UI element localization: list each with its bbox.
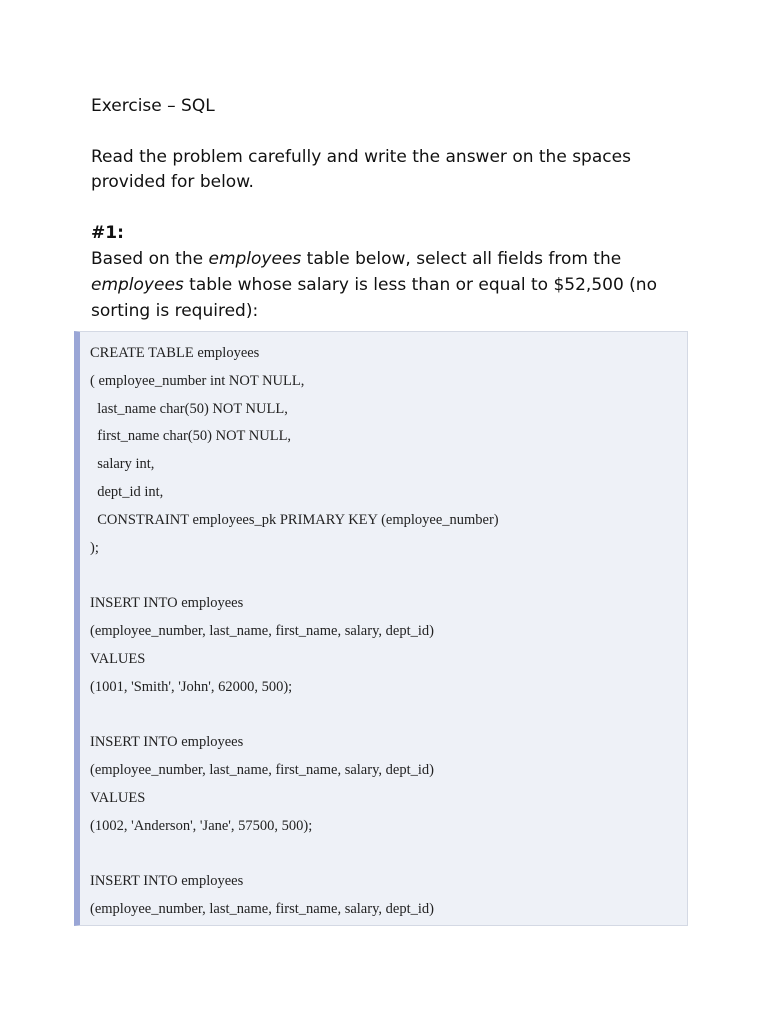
code-line: CONSTRAINT employees_pk PRIMARY KEY (employee_number) — [90, 511, 499, 528]
code-line: (employee_number, last_name, first_name, salary, dept_id) — [90, 900, 434, 917]
code-line — [90, 562, 677, 590]
code-line: INSERT INTO employees — [90, 873, 244, 890]
code-line: (1001, 'Smith', 'John', 62000, 500); — [90, 678, 293, 695]
code-line: last_name char(50) NOT NULL, — [90, 400, 288, 417]
code-line: INSERT INTO employees — [90, 734, 244, 751]
code-line: CREATE TABLE employees — [90, 345, 260, 361]
table-name-emphasis: employees — [208, 249, 302, 269]
question-text-part: table whose salary is less than or equal to $52,500 (no sorting is required): — [91, 275, 657, 321]
instructions-text: Read the problem carefully and write the answer on the spaces provided for below. — [91, 147, 631, 192]
code-line: first_name char(50) NOT NULL, — [90, 428, 292, 445]
code-line: ); — [90, 539, 99, 556]
code-line: VALUES — [90, 789, 146, 806]
code-line: (employee_number, last_name, first_name, salary, dept_id) — [90, 622, 434, 639]
code-line: INSERT INTO employees — [90, 595, 244, 612]
code-line: salary int, — [90, 456, 155, 473]
question-text — [91, 246, 691, 324]
sql-code-lines — [90, 340, 677, 924]
question-text-part: table below, select all fields from the — [301, 249, 622, 269]
code-line: (employee_number, last_name, first_name, salary, dept_id) — [90, 761, 434, 778]
code-line — [90, 701, 677, 729]
question-text-part: Based on the — [91, 249, 209, 269]
code-line: ( employee_number int NOT NULL, — [90, 372, 305, 389]
code-line — [90, 840, 677, 868]
sql-code-block — [74, 331, 688, 926]
code-line: dept_id int, — [90, 483, 164, 500]
table-name-emphasis: employees — [91, 275, 184, 295]
code-line: (1002, 'Anderson', 'Jane', 57500, 500); — [90, 817, 313, 834]
code-line: VALUES — [90, 650, 146, 667]
question-number: #1: — [91, 223, 124, 243]
page-title: Exercise – SQL — [91, 96, 215, 116]
